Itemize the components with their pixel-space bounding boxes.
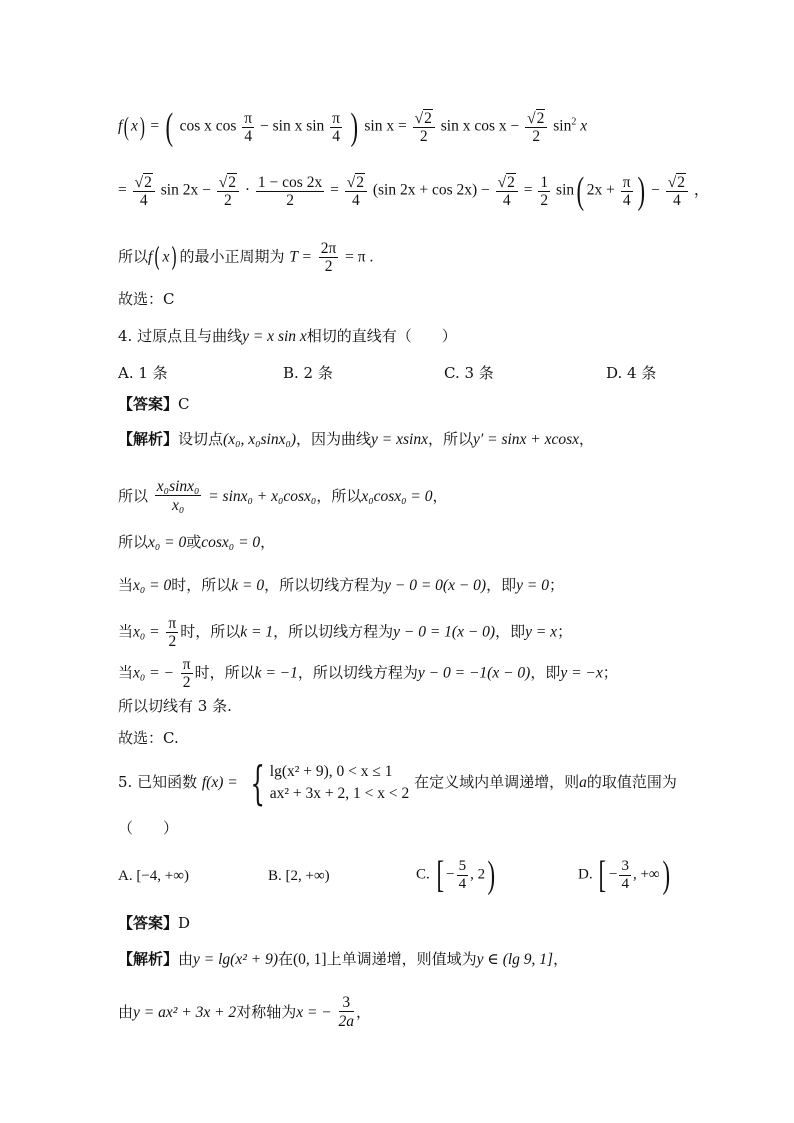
math-text: f — [118, 117, 123, 135]
option-a: A. [−4, +∞) — [118, 868, 189, 884]
math-text: sin — [553, 117, 572, 135]
option-a: A. 1 条 — [118, 364, 168, 382]
math-text: x — [130, 117, 138, 135]
option-c: C. 3 条 — [444, 364, 494, 382]
conclusion-line: 所以切线有 3 条. — [118, 697, 232, 715]
analysis-line-1: 【解析】设切点(x₀, x₀sinx₀)，因为曲线y = xsinx，所以y′ = sinx + xcosx， — [118, 430, 595, 448]
analysis-line-q5-1: 【解析】由y = lg(x² + 9)在(0, 1]上单调递增，则值域为y ∈ (lg 9, 1]， — [118, 950, 569, 968]
fraction: $\frac{\pi}{4}$ — [332, 109, 340, 145]
fraction: $\frac{\text{x₀sinx₀}}{\text{x₀}}$ — [156, 478, 200, 514]
fraction: $\frac{3}{2a}$ — [338, 994, 355, 1030]
question-5-paren: （ ） — [118, 819, 179, 837]
question-4-stem: 4. 过原点且与曲线y = x sin x相切的直线有（ ） — [118, 327, 457, 345]
fraction: $\frac{\pi}{2}$ — [168, 615, 177, 650]
equation-line-1: f( x) = ( cos x cos $\frac{\pi}{4}$ − sin x sin $\frac{\pi}{4}$ ) sin x = $\frac{√2}{2}$ sin x cos x − $\frac{√2}{2}$ $\sin^2 x$ — [118, 106, 588, 148]
fraction: $\frac{5}{4}$ — [458, 857, 467, 892]
math-text: sin x cos x − — [440, 117, 520, 135]
fraction: $\frac{\pi}{4}$ — [244, 109, 253, 145]
answer-line: 【答案】C — [118, 395, 190, 413]
math-text: x — [580, 117, 588, 135]
case-1-line: 当x₀ = 0时，所以k = 0，所以切线方程为y − 0 = 0(x − 0)，即y = 0； — [118, 576, 564, 594]
fraction: $\frac{√2}{4}$ — [666, 174, 688, 209]
fraction: $\frac{\pi}{4}$ — [622, 173, 631, 209]
case-2-line: 当x₀ = $\frac{\pi}{2}$ 时，所以k = 1，所以切线方程为y − 0 = 1(x − 0)，即y = x； — [118, 615, 573, 650]
fraction: $\frac{1}{2}$ — [540, 173, 549, 209]
answer-line-2: 【答案】D — [118, 914, 191, 932]
fraction: $\frac{\pi}{2}$ — [182, 656, 191, 691]
option-d: D. 4 条 — [606, 364, 657, 382]
question-5-stem: 5. 已知函数 f(x) = { lg(x² + 9), 0 < x ≤ 1 ax² + 3x + 2, 1 < x < 2 在定义域内单调递增，则a的取值范围为 — [118, 756, 677, 810]
fraction: $\frac{1 - \cos 2x}{2}$ — [257, 173, 323, 209]
fraction: $\frac{√2}{2}$ — [525, 110, 547, 145]
fraction: $\frac{√2}{2}$ — [217, 174, 239, 209]
math-text: sin x = — [364, 117, 407, 135]
piecewise-cases: lg(x² + 9), 0 < x ≤ 1 ax² + 3x + 2, 1 < x < 2 — [269, 763, 410, 802]
math-text: cos x cos — [179, 117, 237, 135]
equation-line-2: = $\frac{√2}{4}$ sin 2x − $\frac{√2}{2}$ · $\frac{1 - \cos 2x}{2}$ = $\frac{√2}{4}$ (sin 2x + cos 2x) − $\frac{√2}{4}$ = $\frac{1}{2}$ sin( 2x + $\frac{\pi}{4}$ ) − $\frac{√2}{4}$ ， — [118, 170, 710, 212]
fraction: $\frac{√2}{4}$ — [133, 174, 155, 209]
option-d: D. [ − $\frac{3}{4}$ , +∞) — [578, 854, 670, 896]
analysis-line-q5-2: 由y = ax² + 3x + 2对称轴为x = − $\frac{3}{2a}$ ， — [118, 994, 372, 1030]
option-b: B. 2 条 — [283, 364, 333, 382]
analysis-line-3: 所以x₀ = 0或cosx₀ = 0， — [118, 533, 276, 551]
fraction: $\frac{√2}{2}$ — [413, 110, 435, 145]
option-b: B. [2, +∞) — [268, 868, 330, 884]
option-c: C. [ − $\frac{5}{4}$ , 2) — [416, 854, 496, 896]
math-text: − sin x sin — [259, 117, 325, 135]
fraction: $\frac{2\pi}{2}$ — [320, 240, 337, 275]
choice-line-2: 故选：C. — [118, 729, 179, 747]
analysis-line-2: 所以 $\frac{\text{x₀sinx₀}}{\text{x₀}} = \sin x_0 + x_0\cos x_0$，所以x₀cosx₀ = 0， — [118, 478, 448, 514]
fraction: $\frac{3}{4}$ — [621, 857, 629, 892]
period-line: 所以f( x) 的最小正周期为 T = $\frac{2\pi}{2}$ = π . — [118, 240, 374, 275]
fraction: $\frac{√2}{4}$ — [496, 174, 518, 209]
fraction: $\frac{√2}{4}$ — [345, 174, 367, 209]
choice-line: 故选：C — [118, 290, 175, 308]
case-3-line: 当x₀ = − $\frac{\pi}{2}$ 时，所以k = −1，所以切线方程为y − 0 = −1(x − 0)，即y = −x； — [118, 656, 618, 691]
